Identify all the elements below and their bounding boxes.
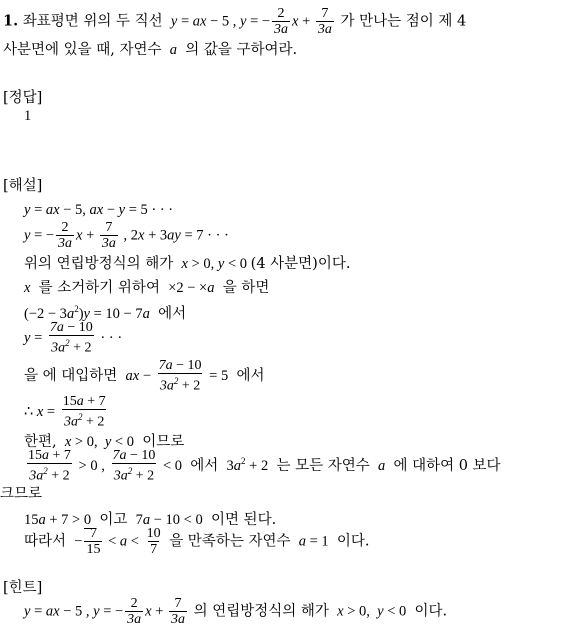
solution-line-4: x 를 소거하기 위하여 ×2 − ×a 을 하면 [24, 280, 270, 296]
solution-text: 에 대하여 0 보다 [393, 457, 501, 474]
solution-line-7: 을 에 대입하면 ax − $\frac{7a - 10}{3a^2 + 2}$ = 5 에서 [24, 358, 265, 394]
solution-text: 위의 연립방정식의 해가 [24, 256, 174, 272]
solution-line-11: 크므로 [0, 486, 43, 502]
answer-value: 1 [24, 108, 32, 124]
solution-text: 이면 된다. [210, 512, 277, 528]
problem-text-3: 사분면에 있을 때, 자연수 [3, 42, 162, 58]
solution-line-2: y = − $\frac{2}{3a}$ x + $\frac{7}{3a}$ , 2x + 3ay = 7 · · · [24, 220, 229, 251]
solution-text: 을 하면 [222, 280, 270, 296]
solution-line-6: y = $\frac{7a - 10}{3a^2 + 2}$ · · · [24, 320, 123, 356]
solution-text: 을 만족하는 자연수 [169, 533, 291, 550]
solution-line-1: y = ax − 5, ax − y = 5 · · · [24, 202, 174, 218]
solution-line-13: 따라서 − $\frac{7}{15}$ < a < $\frac{10}{7}$ 을 만족하는 자연수 a = 1 이다. [24, 526, 370, 557]
problem-text-1: 좌표평면 위의 두 직선 [22, 13, 163, 30]
problem-text-2: 가 만나는 점이 제 4 [340, 13, 467, 30]
solution-line-3: 위의 연립방정식의 해가 x > 0, y < 0 (4 사분면)이다. [24, 256, 351, 272]
solution-heading: [해설] [3, 178, 43, 194]
hint-text: 의 연립방정식의 해가 [193, 603, 329, 620]
solution-text: 따라서 [24, 533, 67, 550]
solution-text: 를 소거하기 위하여 [38, 280, 160, 296]
solution-line-8: ∴ x = $\frac{15a + 7}{3a^2 + 2}$ [24, 394, 106, 430]
hint-line-1: y = ax − 5 , y = − $\frac{2}{3a}$ x + $\frac{7}{3a}$ 의 연립방정식의 해가 x > 0, y < 0 이다. [24, 596, 448, 627]
answer-heading: [정답] [3, 90, 43, 106]
problem-line-2: 사분면에 있을 때, 자연수 a 의 값을 구하여라. [3, 42, 298, 58]
solution-text: 에서 [158, 306, 187, 322]
problem-text-4: 의 값을 구하여라. [185, 42, 298, 58]
solution-text: 을 에 대입하면 [24, 367, 118, 384]
solution-line-5: $(-2 - 3a^2)y = 10 - 7a$ 에서 [24, 304, 187, 322]
solution-text: 이고 [99, 512, 128, 528]
solution-line-12: 15a + 7 > 0 이고 7a − 10 < 0 이면 된다. [24, 512, 277, 528]
solution-line-10: $\frac{15a + 7}{3a^2 + 2}$ > 0 , $\frac{7a - 10}{3a^2 + 2}$ < 0 에서 $3a^2 + 2$ 는 모든 자연수 a 에 대하여 0 보다 [28, 448, 501, 484]
problem-number: 1. [3, 12, 19, 30]
hint-text: 이다. [414, 603, 448, 620]
solution-text: 이다. [336, 533, 370, 550]
solution-text: 에서 [190, 457, 219, 474]
problem-line-1: 1. 좌표평면 위의 두 직선 y = ax − 5 , y = − $\frac{2}{3a}$ x + $\frac{7}{3a}$ 가 만나는 점이 제 4 [3, 6, 467, 37]
solution-text: 한편, [24, 434, 57, 450]
solution-text: 이므로 [142, 434, 185, 450]
solution-text: 에서 [236, 367, 265, 384]
solution-line-9: 한편, x > 0, y < 0 이므로 [24, 434, 185, 450]
hint-heading: [힌트] [3, 580, 43, 596]
solution-text: (4 사분면)이다. [250, 256, 351, 272]
solution-text: 는 모든 자연수 [276, 457, 370, 474]
